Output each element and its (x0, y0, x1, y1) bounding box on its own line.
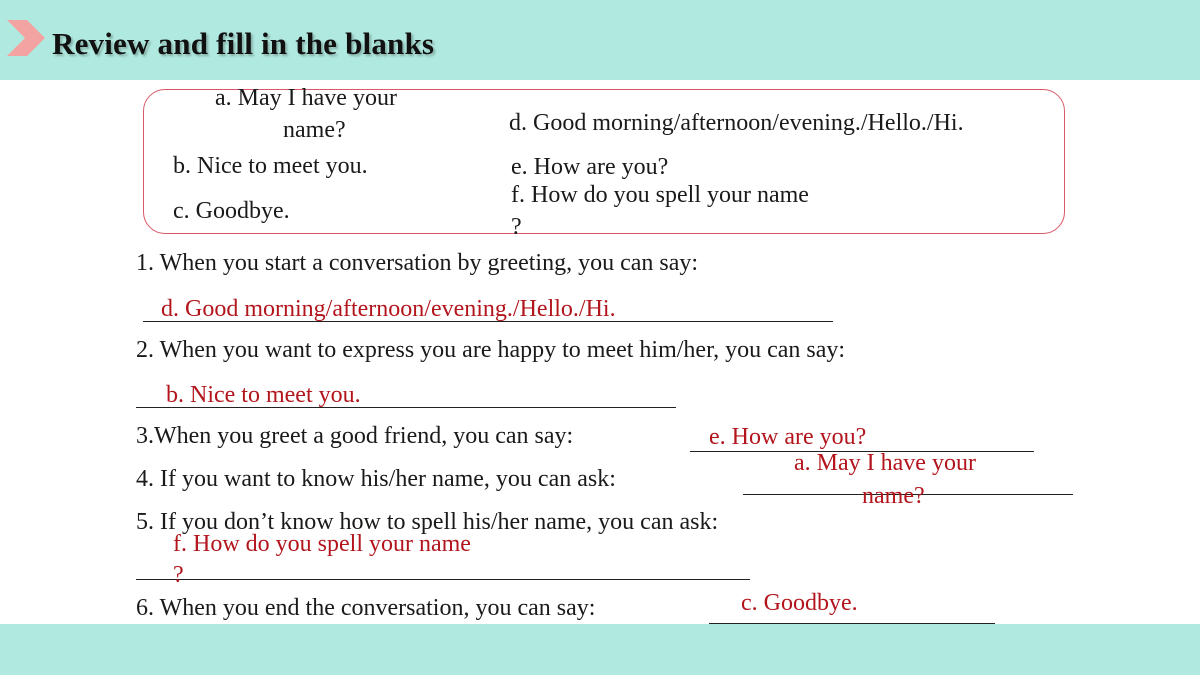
option-a-line1: a. May I have your (215, 85, 397, 111)
answer-5-line2: ? (173, 562, 184, 588)
answer-4-line2: name? (862, 483, 925, 509)
answer-4-line1: a. May I have your (794, 450, 976, 476)
footer-band (0, 624, 1200, 675)
question-1: 1. When you start a conversation by greeting, you can say: (136, 250, 699, 276)
answer-blank-5 (136, 579, 750, 580)
option-a-line2: name? (283, 117, 346, 143)
answer-6: c. Goodbye. (741, 590, 858, 616)
answer-1: d. Good morning/afternoon/evening./Hello./Hi. (161, 296, 616, 322)
question-6: 6. When you end the conversation, you can say: (136, 595, 596, 621)
question-5: 5. If you don’t know how to spell his/her name, you can ask: (136, 509, 719, 535)
answer-3: e. How are you? (709, 424, 867, 450)
option-f-line1: f. How do you spell your name (511, 182, 809, 208)
slide-title: Review and fill in the blanks (52, 26, 435, 61)
answer-5-line1: f. How do you spell your name (173, 531, 471, 557)
question-4: 4. If you want to know his/her name, you can ask: (136, 466, 616, 492)
answer-2: b. Nice to meet you. (166, 382, 361, 408)
question-3: 3.When you greet a good friend, you can say: (136, 423, 574, 449)
option-f-line2: ? (511, 214, 522, 240)
option-d: d. Good morning/afternoon/evening./Hello./Hi. (509, 110, 964, 136)
option-b: b. Nice to meet you. (173, 153, 368, 179)
option-c: c. Goodbye. (173, 198, 290, 224)
chevron-arrow-icon (5, 18, 47, 58)
option-e: e. How are you? (511, 154, 669, 180)
question-2: 2. When you want to express you are happy to meet him/her, you can say: (136, 337, 846, 363)
